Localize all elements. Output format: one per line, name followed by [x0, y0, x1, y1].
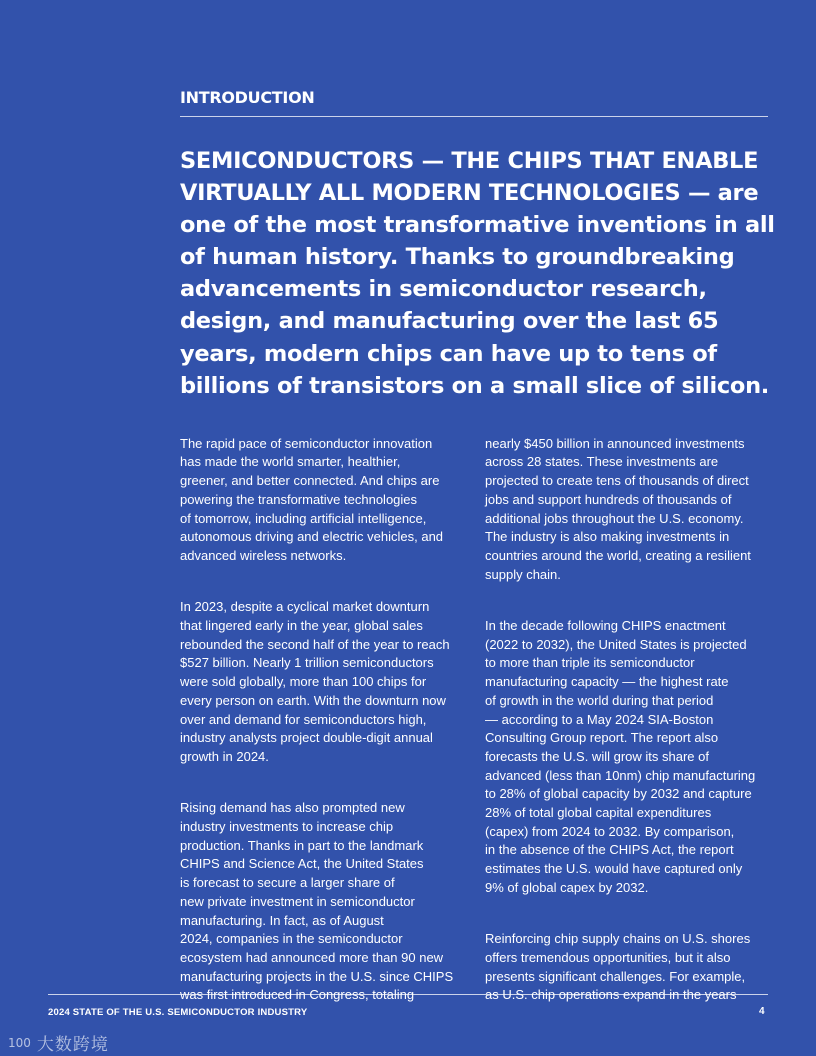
lead-statement: SEMICONDUCTORS — THE CHIPS THAT ENABLE VIRTUALLY ALL MODERN TECHNOLOGIES — are one of the most transformative inventions in all of human history. Thanks to groundbreaking advancements in semiconductor research, design, and manufacturing over the last 65 years, modern chips can have up to tens of billions of transistors on a small slice of silicon.	[180, 148, 775, 399]
top-divider	[180, 116, 768, 117]
body-paragraph: Rising demand has also prompted new industry investments to increase chip production. Thanks in part to the landmark CHIPS and Science Act, the United States is forecast to secure a larger share of new private investment in semiconductor manufacturing. In fact, as of August 2024, companies in the semiconductor ecosystem had announced more than 90 new manufacturing projects in the U.S. since CHIPS	[180, 800, 454, 984]
body-paragraph: In 2023, despite a cyclical market downturn that lingered early in the year, global sales rebounded the second half of the year to reach $527 billion. Nearly 1 trillion semiconductors were sold globally, more than 100 chips for every person on earth. With the downturn now over and demand for semiconductors high, industry analysts project double-digit annual growth in 2024.	[180, 599, 450, 764]
section-label: INTRODUCTION	[180, 88, 315, 107]
body-column-right	[485, 416, 777, 1038]
body-paragraph: nearly $450 billion in announced investments across 28 states. These investments are projected to create tens of thousands of direct jobs and support hundreds of thousands of additional jobs throughout the U.S. economy. The industry is also making investments in countries around the world, creating a resilient supply chain.	[485, 435, 751, 582]
page-number: 4	[759, 1006, 765, 1017]
watermark-logo-icon: 100	[8, 1035, 31, 1050]
body-paragraph: Reinforcing chip supply chains on U.S. shores offers tremendous opportunities, but it also presents significant challenges. For example,	[485, 931, 751, 984]
watermark	[8, 1030, 109, 1055]
footer-title: 2024 STATE OF THE U.S. SEMICONDUCTOR INDUSTRY	[48, 1007, 308, 1018]
watermark-text: 大数跨境	[36, 1035, 109, 1055]
bottom-divider	[48, 994, 768, 995]
body-column-left	[180, 416, 472, 1038]
body-paragraph: In the decade following CHIPS enactment (2022 to 2032), the United States is projected to more than triple its semiconductor manufacturing capacity — the highest rate of growth in the world during that period — according to a May 2024 SIA-Boston Consulting Group report. The report also forecasts the U.S. will grow its share of advanced (less than 10nm) chip manufacturing to 28% of global capacity by 2032 and capture 28% of total global capital expenditures (capex) from 2024 to 2032. By comparison, in the absence of the CHIPS Act, the report estimates the U.S. would have captured only 9% of global capex by 2032.	[485, 618, 756, 895]
body-paragraph: The rapid pace of semiconductor innovation has made the world smarter, healthier, greener, and better connected. And chips are powering the transformative technologies of tomorrow, including artificial intelligence, autonomous driving and electric vehicles, and advanced wireless networks.	[180, 435, 444, 563]
